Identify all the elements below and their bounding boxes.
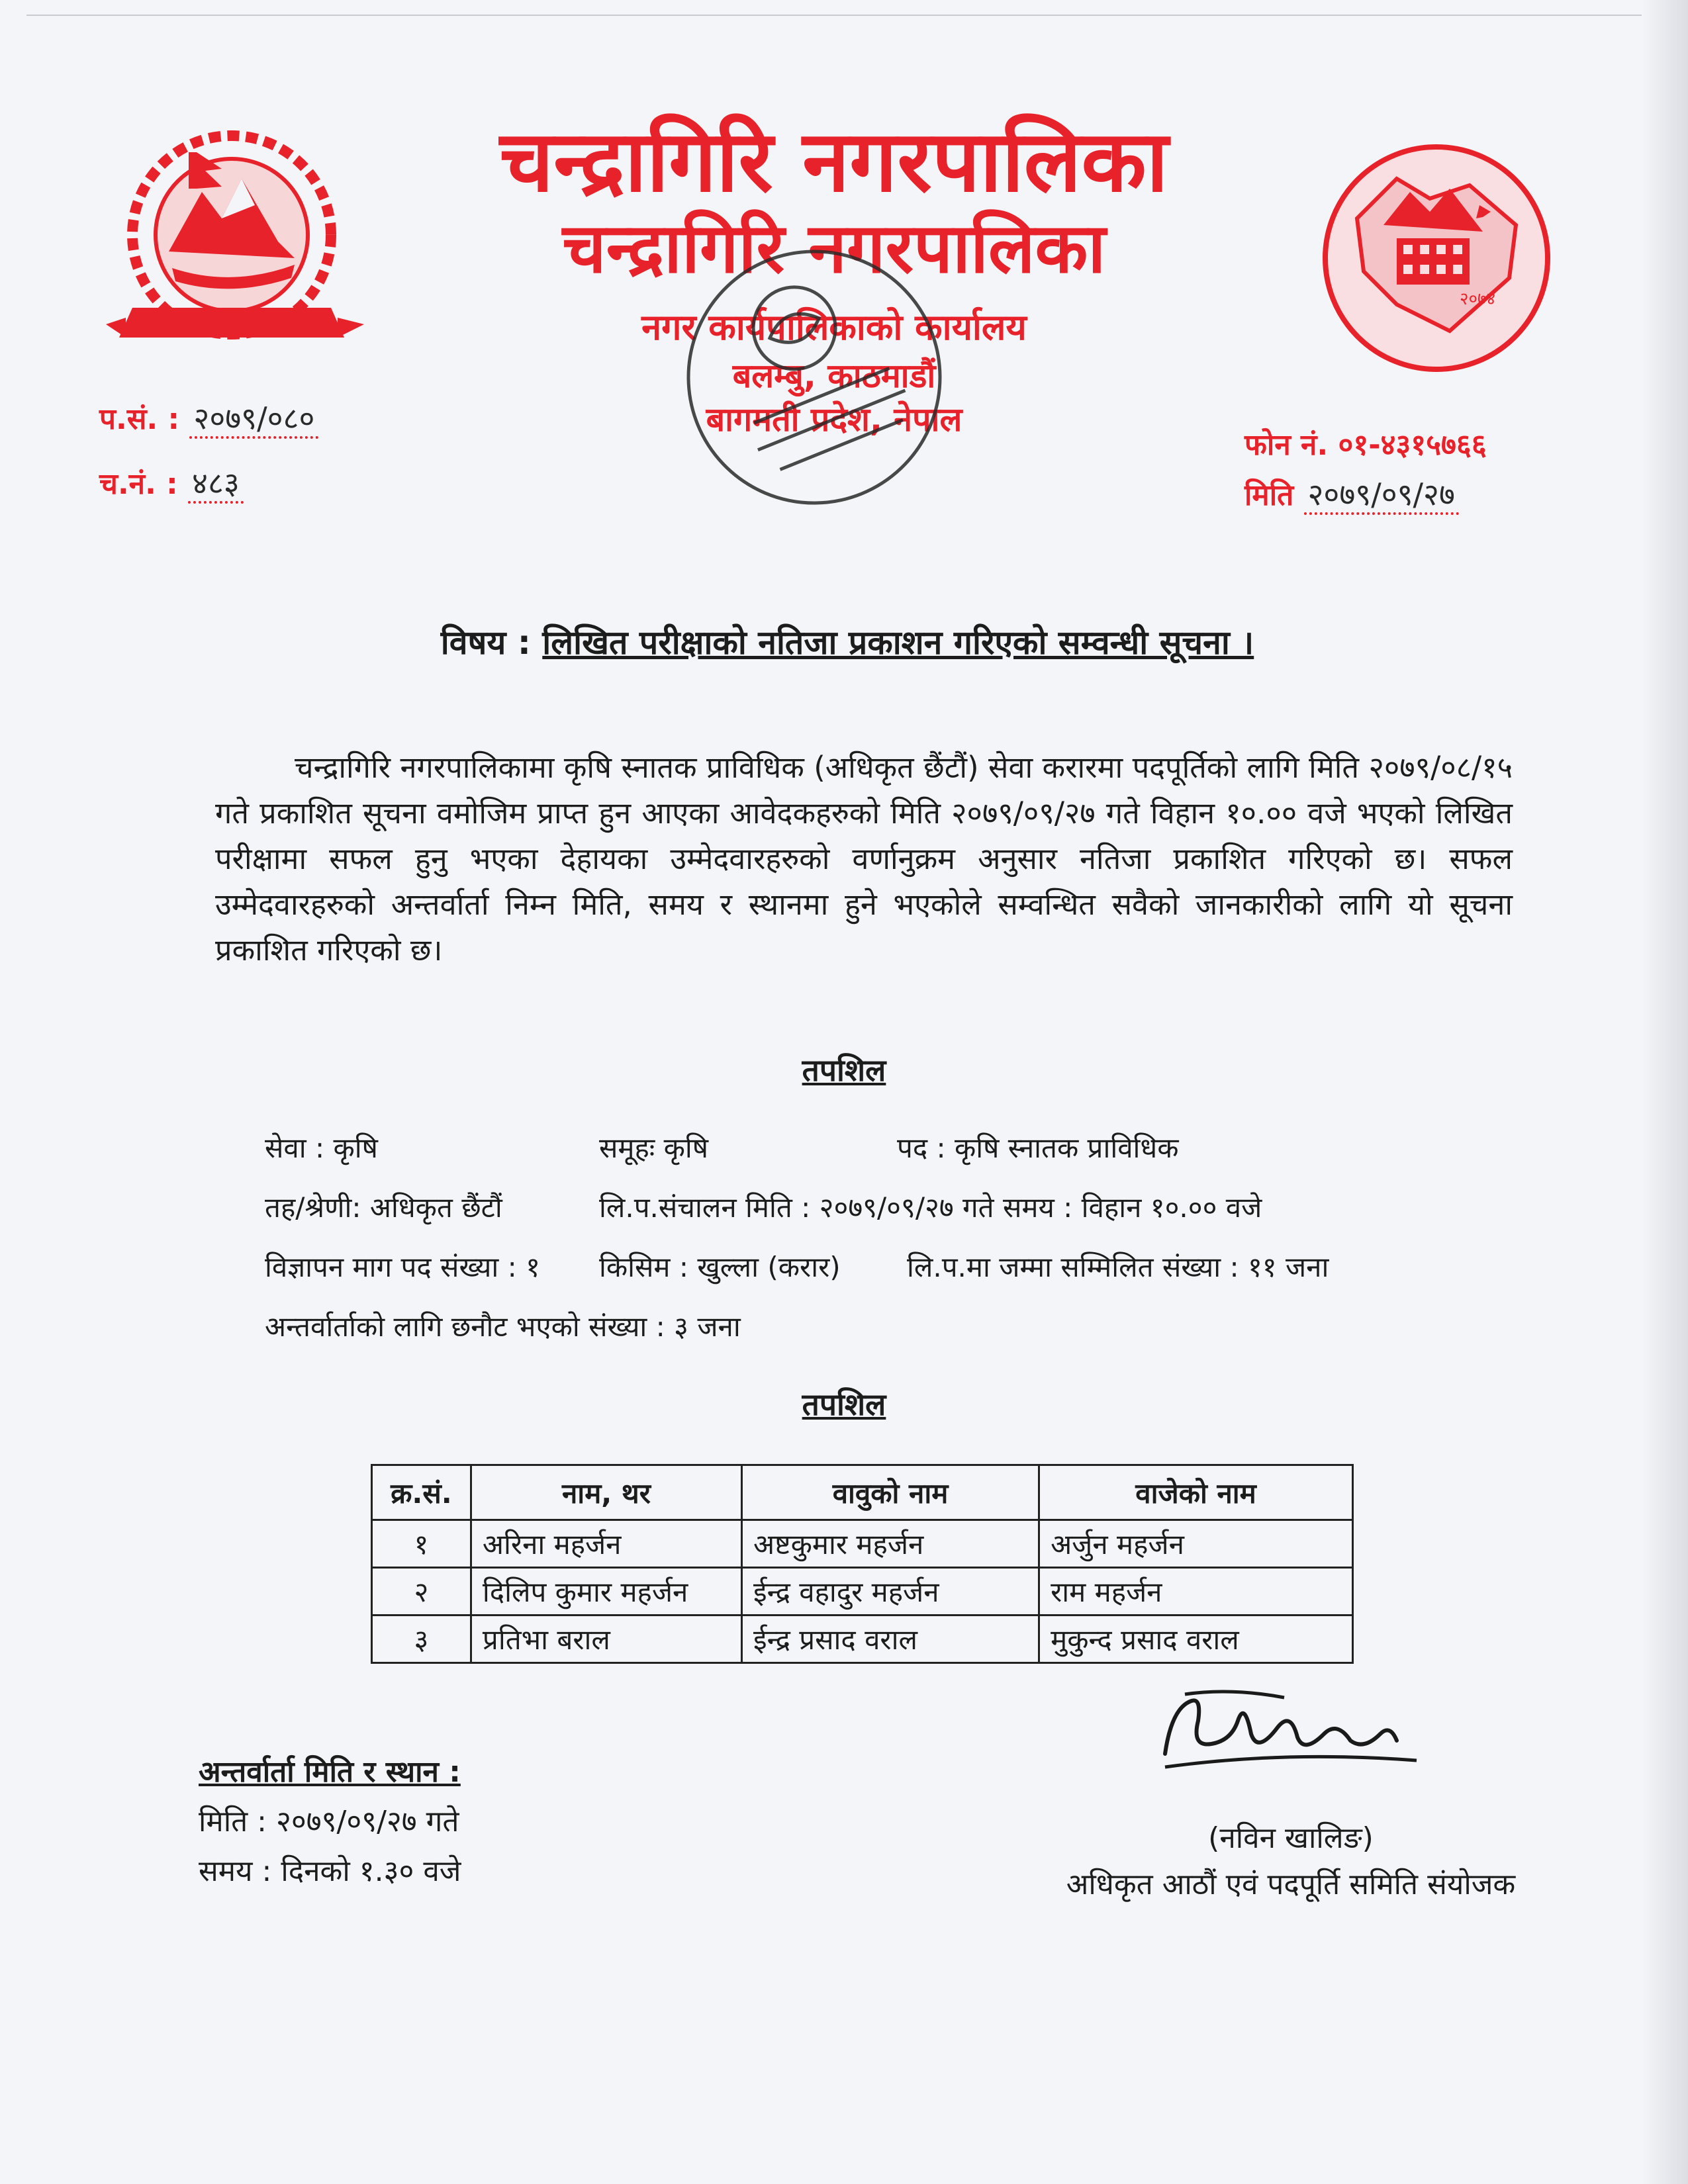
table-row [372,1568,1353,1615]
header-grandfather-name: वाजेको नाम [1039,1465,1353,1520]
chn-value: ४८३ [188,465,244,504]
svg-text:२०७४: २०७४ [1460,289,1496,309]
cell-grandfather: मुकुन्द प्रसाद वराल [1039,1615,1353,1663]
cell-sn: २ [372,1568,471,1615]
org-name-repeat: चन्द्रागिरि नगरपालिका [562,208,1106,289]
nepal-emblem-icon [106,126,371,364]
cell-name: अरिना महर्जन [471,1520,741,1568]
date-row [1244,473,1459,514]
interview-time: समय : दिनको १.३० वजे [199,1854,461,1888]
info-sewa: सेवा : कृषि [265,1132,378,1164]
cell-sn: १ [372,1520,471,1568]
table-row [372,1520,1353,1568]
date-label: मिति [1244,478,1294,512]
subject-text: लिखित परीक्षाको नतिजा प्रकाशन गरिएको सम्वन्धी सूचना । [542,623,1254,662]
ps-value: २०७९/०८० [189,400,318,439]
cell-name: प्रतिभा बराल [471,1615,741,1663]
header-name: नाम, थर [471,1465,741,1520]
date-value: २०७९/०९/२७ [1304,477,1459,515]
cell-father: अष्टकुमार महर्जन [742,1520,1039,1568]
tapashil-heading-1: तपशिल [802,1052,886,1088]
ps-label: प.सं. : [99,402,180,436]
signer-name: (नविन खालिङ) [1208,1821,1374,1855]
cell-sn: ३ [372,1615,471,1663]
info-samuha: समूहः कृषि [599,1132,709,1164]
ps-row [99,397,318,438]
table-header-row [372,1465,1353,1520]
office-name: नगर कार्यपालिकाको कार्यालय [641,306,1027,348]
subject-label: विषय : [440,623,531,662]
interview-heading: अन्तर्वार्ता मिति र स्थान : [199,1755,461,1789]
chn-label: च.नं. : [99,467,178,501]
scan-top-line [26,15,1642,16]
interview-date: मिति : २०७९/०९/२७ गते [199,1805,459,1839]
info-vigyapan: विज्ञापन माग पद संख्या : १ [265,1251,540,1283]
address-line-1: बलम्बु, काठमाडौं [732,357,936,395]
scan-edge-shadow [1642,0,1688,2184]
signature-icon [1152,1681,1430,1780]
info-chhanot: अन्तर्वार्ताको लागि छनौट भएको संख्या : ३ जना [265,1310,741,1343]
cell-name: दिलिप कुमार महर्जन [471,1568,741,1615]
header-sn: क्र.सं. [372,1465,471,1520]
signer-title: अधिकृत आठौं एवं पदपूर्ति समिति संयोजक [1066,1868,1516,1901]
chn-row [99,462,244,503]
results-table [371,1464,1354,1664]
subject-line [199,619,1496,664]
address-line-2: बागमती प्रदेश, नेपाल [706,400,962,439]
cell-grandfather: राम महर्जन [1039,1568,1353,1615]
municipality-logo-icon [1317,139,1556,384]
cell-grandfather: अर्जुन महर्जन [1039,1520,1353,1568]
info-lipa-date: लि.प.संचालन मिति : २०७९/०९/२७ गते समय : विहान १०.०० वजे [599,1191,1262,1224]
org-name-title: चन्द्रागिरि नगरपालिका [500,113,1168,211]
office-stamp-icon [662,225,966,529]
tapashil-heading-2: तपशिल [802,1387,886,1422]
header-father-name: वावुको नाम [742,1465,1039,1520]
info-pad: पद : कृषि स्नातक प्राविधिक [897,1132,1179,1164]
info-taha: तह/श्रेणी: अधिकृत छैंटौं [265,1191,502,1224]
notice-body: चन्द्रागिरि नगरपालिकामा कृषि स्नातक प्राविधिक (अधिकृत छैंटौं) सेवा करारमा पदपूर्तिको लागि मिति २०७९/०८/१५ गते प्रकाशित सूचना वमोजिम प्राप्त हुन आएका आवेदकहरुको मिति २०७९/०९/२७ गते विहान १०.०० वजे भएको लिखित परीक्षामा सफल हुनु भएका देहायका उम्मेदवारहरुको वर्णानुक्रम अनुसार नतिजा प्रकाशित गरिएको छ। सफल उम्मेदवारहरुको अन्तर्वार्ता निम्न मिति, समय र स्थानमा हुने भएकोले सम्वन्धित सवैको जानकारीको लागि यो सूचना प्रकाशित गरिएको छ। [215,750,1513,968]
info-kisim: किसिम : खुल्ला (करार) [599,1251,841,1283]
cell-father: ईन्द्र वहादुर महर्जन [742,1568,1039,1615]
cell-father: ईन्द्र प्रसाद वराल [742,1615,1039,1663]
phone-number: फोन नं. ०१-४३१५७६६ [1244,428,1487,462]
info-sammilit: लि.प.मा जम्मा सम्मिलित संख्या : ११ जना [907,1251,1329,1283]
table-row [372,1615,1353,1663]
